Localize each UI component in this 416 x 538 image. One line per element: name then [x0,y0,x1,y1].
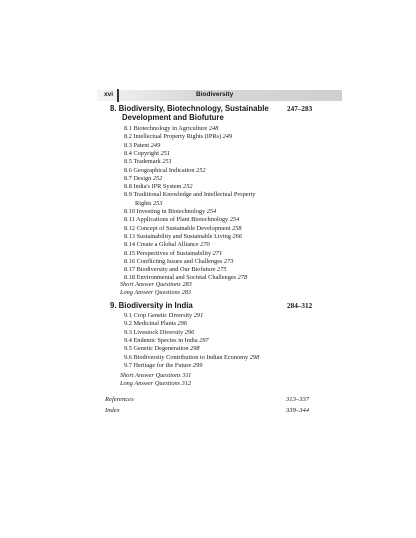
toc-entry-label: 8.10 Investing in Biotechnology [124,208,206,215]
toc-entry [124,362,202,370]
toc-entry [124,125,218,133]
toc-entry-label: 8.7 Design [124,174,152,182]
toc-entry-label: 8.4 Copyright [124,149,159,157]
toc-entry [124,329,194,337]
toc-entry-label: 8.15 Perspectives of Sustainability [124,249,212,257]
toc-entry-label: 8.6 Geographical Indication [124,166,195,174]
chapter-9-short-answer: Short Answer Questions 311 [120,372,192,379]
references-pages: 313–337 [286,396,310,403]
toc-entry-page: 275 [217,266,227,274]
toc-entry [124,233,242,241]
toc-entry [124,216,239,224]
toc-entry-label: 9.7 Heritage for the Future [124,361,192,369]
toc-entry-page: 298 [190,345,200,353]
toc-entry-label: 9.3 Livestock Diversity [124,328,184,336]
toc-entry-page: 296 [177,320,187,328]
toc-entry-page: 271 [212,249,223,257]
toc-entry-label: 9.1 Crop Genetic Diversity [124,312,193,319]
toc-entry-page: 249 [150,141,161,149]
toc-entry [124,133,232,141]
toc-entry-label: 9.6 Biodiversity Contribution to Indian Economy [124,353,249,361]
toc-entry [124,266,227,274]
toc-entry-page: 252 [183,183,193,191]
toc-entry [124,241,210,249]
toc-entry [124,320,187,328]
index-label: Index [105,407,120,414]
toc-entry-label: 8.9 Traditional Knowledge and Intellectual Property [124,191,256,199]
toc-entry-page: 278 [237,274,248,282]
toc-entry [124,250,222,258]
toc-entry-page: 296 [184,328,195,336]
toc-entry-label: 8.17 Biodiversity and Our Biofuture [124,266,216,274]
toc-entry [135,200,162,208]
toc-entry-label: Rights [135,199,152,207]
toc-entry-label: 8.3 Patent [124,141,150,149]
toc-entry-page: 254 [229,216,240,224]
toc-entry-label: 9.2 Medicinal Plants [124,320,176,328]
toc-entry [124,183,193,191]
toc-entry-page: 252 [152,174,163,182]
chapter-9-long-answer: Long Answer Questions 312 [120,380,192,387]
references-label: References [105,396,134,403]
toc-entry [124,345,200,353]
toc-entry-label: 8.13 Sustainability and Sustainable Living [124,232,231,240]
chapter-8-title-line1: 8. Biodiversity, Biotechnology, Sustainable [110,104,269,113]
toc-entry-page: 252 [196,166,206,174]
chapter-8-title-line2: Development and Biofuture [122,113,224,122]
toc-entry [124,225,242,233]
toc-entry [124,208,216,216]
page-number: xvi [104,91,114,98]
toc-entry-page: 251 [160,149,171,157]
running-head: Biodiversity [196,91,234,98]
toc-entry-page: 249 [222,133,233,141]
toc-entry-label: 8.18 Environmental and Societal Challenges [124,274,237,282]
toc-entry-page: 266 [232,232,242,240]
toc-entry [124,175,162,183]
toc-entry [124,312,203,320]
toc-entry-page: 248 [208,125,219,132]
toc-entry-label: 8.12 Concept of Sustainable Development [124,224,231,232]
toc-entry-page: 291 [193,312,204,319]
toc-entry [124,142,160,150]
index-pages: 339–344 [286,407,310,414]
toc-entry-page: 253 [153,199,163,207]
toc-entry [124,167,206,175]
toc-entry-label: 8.14 Create a Global Alliance [124,241,199,249]
toc-entry-page: 258 [232,224,242,232]
toc-entry-label: 8.2 Intellectual Property Rights (IPRs) [124,133,222,141]
chapter-9-page-range: 284–312 [287,302,313,310]
toc-entry-page: 297 [199,336,209,344]
toc-entry-page: 299 [192,361,203,369]
toc-entry [124,150,170,158]
toc-entry [124,354,259,362]
chapter-8-short-answer: Short Answer Questions 283 [120,281,192,288]
chapter-8-page-range: 247–283 [287,105,313,113]
toc-entry [124,158,172,166]
toc-entry [124,337,209,345]
chapter-9-title: 9. Biodiversity in India [110,301,193,310]
toc-entry-label: 8.16 Conflicting Issues and Challenges [124,257,223,265]
toc-entry [124,191,256,199]
toc-entry-label: 8.5 Trademark [124,158,161,166]
toc-entry-label: 9.4 Endemic Species in India [124,336,198,344]
toc-entry-page: 273 [224,257,234,265]
toc-entry-page: 270 [200,241,210,249]
toc-entry-label: 9.5 Genetic Degeneration [124,345,189,353]
header-divider [117,89,119,102]
toc-entry-label: 8.8 India's IPR System [124,183,182,191]
toc-entry-label: 8.1 Biotechnology in Agriculture [124,125,208,132]
toc-entry-page: 251 [162,158,172,166]
toc-entry [124,258,234,266]
chapter-8-long-answer: Long Answer Questions 283 [120,289,192,296]
toc-entry-label: 8.11 Applications of Plant Biotechnology [124,216,229,224]
toc-entry-page: 298 [249,353,260,361]
toc-entry-page: 254 [206,208,217,215]
